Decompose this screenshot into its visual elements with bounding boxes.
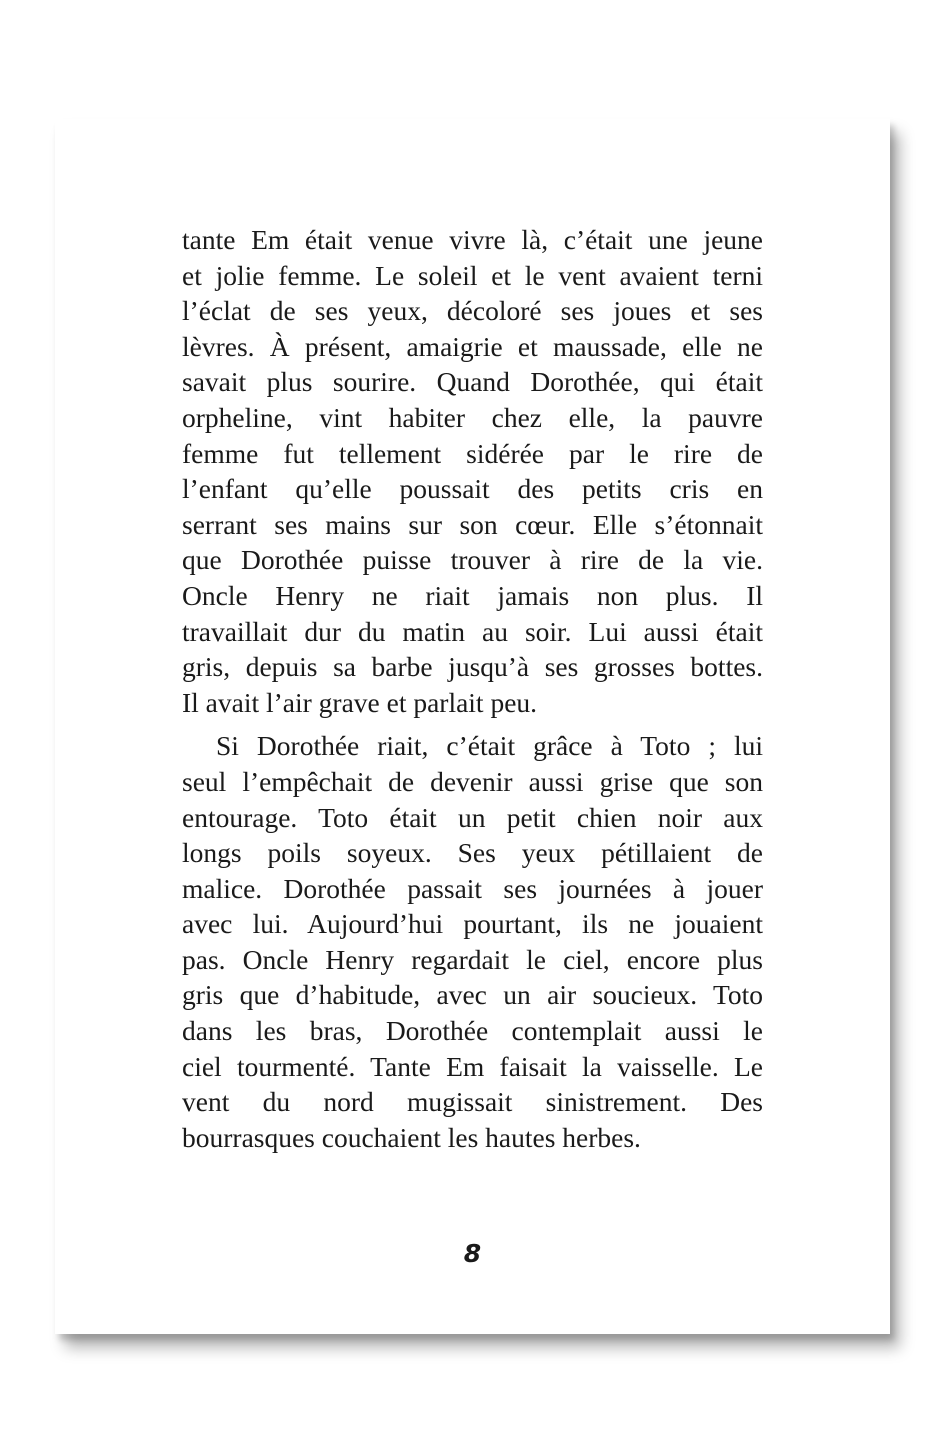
text-line: ciel tourmenté. Tante Em faisait la vaisselle. Le xyxy=(182,1050,763,1082)
text-line: savait plus sourire. Quand Dorothée, qui était xyxy=(182,366,763,398)
text-line: que Dorothée puisse trouver à rire de la vie. xyxy=(182,544,763,576)
text-line: bourrasques couchaient les hautes herbes. xyxy=(182,1121,641,1153)
text-line: gris, depuis sa barbe jusqu’à ses grosses bottes. xyxy=(182,651,763,683)
text-line: Si Dorothée riait, c’était grâce à Toto ; lui xyxy=(216,730,763,762)
text-line: Oncle Henry ne riait jamais non plus. Il xyxy=(182,579,763,611)
book-page xyxy=(55,119,890,1334)
text-line: tante Em était venue vivre là, c’était une jeune xyxy=(182,224,763,255)
text-line: seul l’empêchait de devenir aussi grise que son xyxy=(182,765,763,797)
text-line: lèvres. À présent, amaigrie et maussade, elle ne xyxy=(182,330,763,362)
text-line: l’éclat de ses yeux, décoloré ses joues et ses xyxy=(182,295,763,327)
text-line: femme fut tellement sidérée par le rire de xyxy=(182,437,763,469)
text-line: l’enfant qu’elle poussait des petits cris en xyxy=(182,473,763,505)
text-line: malice. Dorothée passait ses journées à jouer xyxy=(182,872,763,904)
paragraph-1 xyxy=(182,222,763,720)
text-line: serrant ses mains sur son cœur. Elle s’étonnait xyxy=(182,508,763,540)
text-line: Il avait l’air grave et parlait peu. xyxy=(182,686,538,718)
text-line: pas. Oncle Henry regardait le ciel, encore plus xyxy=(182,943,763,975)
text-line: et jolie femme. Le soleil et le vent avaient terni xyxy=(182,259,763,291)
text-line: entourage. Toto était un petit chien noir aux xyxy=(182,801,763,833)
text-line: vent du nord mugissait sinistrement. Des xyxy=(182,1086,763,1118)
text-line: gris que d’habitude, avec un air soucieux. Toto xyxy=(182,979,763,1011)
body-text xyxy=(182,222,763,1155)
page-number: 8 xyxy=(463,1239,482,1268)
paragraph-2 xyxy=(182,728,763,1155)
text-line: longs poils soyeux. Ses yeux pétillaient de xyxy=(182,837,763,869)
text-line: orpheline, vint habiter chez elle, la pauvre xyxy=(182,401,763,433)
text-line: dans les bras, Dorothée contemplait aussi le xyxy=(182,1015,763,1047)
text-line: travaillait dur du matin au soir. Lui aussi était xyxy=(182,615,763,647)
text-line: avec lui. Aujourd’hui pourtant, ils ne jouaient xyxy=(182,908,763,940)
